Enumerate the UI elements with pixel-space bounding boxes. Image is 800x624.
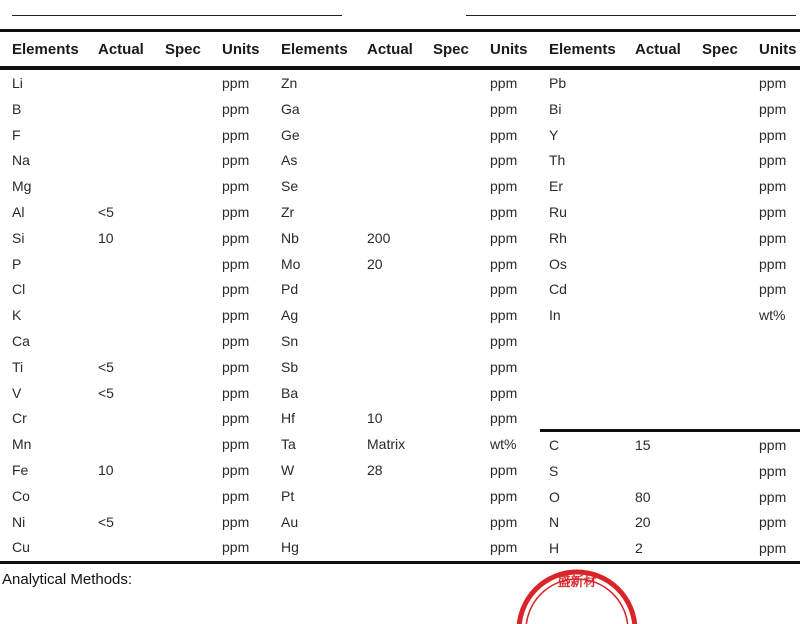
unit-cell: ppm: [222, 384, 250, 401]
unit-cell: ppm: [759, 100, 787, 117]
unit-cell: ppm: [759, 462, 787, 479]
unit-cell: ppm: [759, 437, 787, 453]
unit-cell: ppm: [490, 152, 518, 169]
gas-elements-divider: [540, 429, 800, 432]
header-actual-3: Actual: [635, 41, 681, 58]
element-cell: Pb: [549, 75, 567, 91]
element-cell: Ge: [281, 126, 300, 143]
element-cell: Nb: [281, 229, 299, 246]
element-cell: In: [549, 307, 561, 324]
header-elements-1: Elements: [12, 41, 79, 58]
unit-cell: ppm: [222, 126, 250, 143]
unit-cell: ppm: [759, 255, 787, 272]
actual-cell: 10: [98, 462, 114, 478]
unit-cell: ppm: [490, 358, 518, 375]
unit-cell: ppm: [222, 436, 250, 453]
element-cell: Al: [12, 204, 25, 220]
element-cell: K: [12, 307, 22, 324]
unit-cell: ppm: [222, 100, 250, 117]
actual-cell: <5: [98, 384, 114, 401]
actual-cell: 80: [635, 488, 651, 505]
analytical-methods-label: Analytical Methods:: [2, 571, 133, 588]
element-cell: Ga: [281, 100, 300, 117]
element-cell: Rh: [549, 229, 567, 246]
element-cell: Ti: [12, 358, 24, 375]
element-cell: As: [281, 152, 298, 169]
unit-cell: ppm: [222, 281, 250, 298]
unit-cell: ppm: [759, 204, 787, 220]
element-cell: Ag: [281, 307, 299, 324]
element-cell: C: [549, 437, 560, 453]
element-cell: Cl: [12, 281, 26, 298]
actual-cell: 200: [367, 229, 391, 246]
element-cell: Er: [549, 178, 563, 195]
unit-cell: ppm: [222, 539, 250, 556]
element-cell: Na: [12, 152, 30, 169]
unit-cell: ppm: [759, 229, 787, 246]
signature-line-right: [466, 15, 796, 16]
element-cell: Li: [12, 75, 23, 91]
unit-cell: ppm: [222, 152, 250, 169]
element-cell: F: [12, 126, 21, 143]
header-spec-3: Spec: [702, 41, 738, 58]
element-cell: Y: [549, 126, 559, 143]
element-cell: B: [12, 100, 22, 117]
element-cell: Pd: [281, 281, 299, 298]
element-cell: Mo: [281, 255, 301, 272]
unit-cell: wt%: [490, 436, 517, 453]
unit-cell: ppm: [490, 100, 518, 117]
element-cell: Co: [12, 487, 30, 504]
element-cell: Se: [281, 178, 299, 195]
element-cell: Zn: [281, 75, 298, 91]
header-actual-1: Actual: [98, 41, 144, 58]
unit-cell: ppm: [222, 487, 250, 504]
unit-cell: ppm: [490, 126, 518, 143]
unit-cell: ppm: [759, 514, 787, 531]
element-cell: Ru: [549, 204, 567, 220]
element-cell: Hg: [281, 539, 299, 556]
element-cell: N: [549, 514, 560, 531]
unit-cell: ppm: [222, 410, 250, 427]
element-cell: W: [281, 462, 295, 478]
element-cell: Ca: [12, 333, 30, 349]
element-cell: Sn: [281, 333, 299, 349]
unit-cell: ppm: [490, 204, 518, 220]
unit-cell: ppm: [759, 281, 787, 298]
element-cell: Sb: [281, 358, 299, 375]
element-cell: Bi: [549, 100, 562, 117]
element-cell: Cr: [12, 410, 27, 427]
actual-cell: 2: [635, 540, 643, 557]
company-seal: [515, 564, 640, 624]
unit-cell: ppm: [490, 75, 518, 91]
element-cell: Ni: [12, 513, 26, 530]
unit-cell: ppm: [490, 178, 518, 195]
actual-cell: Matrix: [367, 436, 406, 453]
actual-cell: 10: [367, 410, 383, 427]
header-spec-1: Spec: [165, 41, 201, 58]
actual-cell: <5: [98, 513, 114, 530]
unit-cell: ppm: [490, 255, 518, 272]
table-bottom-rule: [0, 561, 800, 564]
element-cell: Cd: [549, 281, 567, 298]
table-header-rule: [0, 66, 800, 70]
element-cell: Fe: [12, 462, 29, 478]
unit-cell: ppm: [222, 358, 250, 375]
actual-cell: <5: [98, 358, 114, 375]
actual-cell: 20: [367, 255, 383, 272]
unit-cell: ppm: [222, 462, 250, 478]
element-cell: Cu: [12, 539, 30, 556]
unit-cell: ppm: [490, 539, 518, 556]
unit-cell: ppm: [759, 152, 787, 169]
element-cell: Os: [549, 255, 567, 272]
header-units-2: Units: [490, 41, 528, 58]
unit-cell: ppm: [490, 384, 518, 401]
unit-cell: ppm: [222, 75, 250, 91]
element-cell: Ba: [281, 384, 299, 401]
unit-cell: ppm: [490, 410, 518, 427]
header-spec-2: Spec: [433, 41, 469, 58]
header-units-1: Units: [222, 41, 260, 58]
element-cell: O: [549, 488, 560, 505]
unit-cell: ppm: [759, 75, 787, 91]
actual-cell: <5: [98, 204, 114, 220]
unit-cell: ppm: [759, 178, 787, 195]
element-cell: Ta: [281, 436, 296, 453]
unit-cell: ppm: [490, 229, 518, 246]
element-cell: Th: [549, 152, 566, 169]
actual-cell: 20: [635, 514, 651, 531]
unit-cell: ppm: [490, 333, 518, 349]
unit-cell: wt%: [759, 307, 786, 324]
unit-cell: ppm: [490, 513, 518, 530]
table-top-rule: [0, 29, 800, 32]
header-elements-3: Elements: [549, 41, 616, 58]
unit-cell: ppm: [222, 255, 250, 272]
actual-cell: 10: [98, 229, 114, 246]
unit-cell: ppm: [222, 333, 250, 349]
element-cell: Pt: [281, 487, 295, 504]
element-cell: Au: [281, 513, 299, 530]
unit-cell: ppm: [490, 487, 518, 504]
unit-cell: ppm: [222, 307, 250, 324]
unit-cell: ppm: [759, 126, 787, 143]
unit-cell: ppm: [759, 488, 787, 505]
unit-cell: ppm: [222, 204, 250, 220]
header-elements-2: Elements: [281, 41, 348, 58]
unit-cell: ppm: [222, 513, 250, 530]
header-actual-2: Actual: [367, 41, 413, 58]
element-cell: Mn: [12, 436, 32, 453]
unit-cell: ppm: [490, 307, 518, 324]
element-cell: S: [549, 462, 559, 479]
svg-text:盛新材: 盛新材: [557, 575, 597, 590]
actual-cell: 15: [635, 437, 651, 453]
element-cell: Si: [12, 229, 25, 246]
signature-line-left: [12, 15, 342, 16]
unit-cell: ppm: [490, 281, 518, 298]
actual-cell: 28: [367, 462, 383, 478]
header-units-3: Units: [759, 41, 797, 58]
unit-cell: ppm: [759, 540, 787, 557]
unit-cell: ppm: [222, 178, 250, 195]
element-cell: V: [12, 384, 22, 401]
element-cell: Hf: [281, 410, 295, 427]
element-cell: P: [12, 255, 22, 272]
element-cell: H: [549, 540, 560, 557]
element-cell: Mg: [12, 178, 32, 195]
unit-cell: ppm: [490, 462, 518, 478]
element-cell: Zr: [281, 204, 295, 220]
unit-cell: ppm: [222, 229, 250, 246]
